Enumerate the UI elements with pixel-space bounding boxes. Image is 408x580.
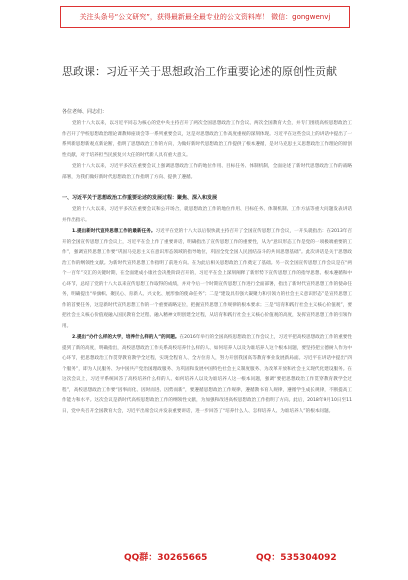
qq-number: QQ：535304092 bbox=[256, 553, 337, 563]
qq-group-number: QQ群：30265665 bbox=[124, 553, 208, 563]
intro-paragraph-2: 党的十八大以来，习近平多次在重要会议上强调思想政治工作的地位作用、目标任务、体制机制，全面论述了新时代思想政治工作的战略部署，为我们做好新时代思想政治工作指明了方向、提供了遵循。 bbox=[62, 164, 352, 180]
greeting: 各位老师、同志们： bbox=[62, 109, 108, 115]
point-2-lead: 2.提出“办什么样的大学，培养什么样的人”的问题。 bbox=[72, 335, 180, 340]
point-2-body: 在2016年举行的全国高校思想政治工作会议上，习近平把高校思想政治工作的重要性提到了新的高度，明确指出，高校思想政治工作关系高校培养什么样的人、如何培养人以及为谁培养人这个根本问题，要坚持把立德树人作为中心环节，把思想政治工作贯穿教育教学全过程，实现全程育人、全方位育人，努力开创我国高等教育事业发展新局面。习近平在讲话中提出“四个服务”，即为人民服务、为中国共产党治国理政服务、为巩固和发展中国特色社会主义制度服务、为改革开放和社会主义现代化建设服务。在这次会议上，习近平系统回答了高校培养什么样的人、如何培养人以及为谁培养人这一根本问题，强调“要把思想政治工作贯穿教育教学全过程”，高校思想政治工作要“因事而化、因时而进、因势而新”，要遵循思想政治工作规律，遵循教书育人规律，遵循学生成长规律，不断提高工作能力和水平。这次会议是新时代高校思想政治工作的纲领性文献，为加强和改进高校思想政治工作指明了方向。此后，2018年9月10日至11日，党中央召开全国教育大会，习近平出席会议并发表重要讲话，进一步回答了“培养什么人、怎样培养人、为谁培养人”的根本问题。 bbox=[62, 335, 352, 414]
point-1-lead: 1.提出新时代宣传思想工作的最新任务。 bbox=[72, 229, 156, 234]
point-1-body: 习近平在党的十八大以后很快就主持召开了全国宣传思想工作会议，一开头就指出：在2013年召开的全国宣传思想工作会议上，习近平在会上作了重要讲话，明确指出了宣传思想工作的重要性，从为“意识形态工作是党的一项极端重要的工作”，强调宣传思想工作要“巩固马克思主义在意识形态领域的指导地位，巩固全党全国人民团结奋斗的共同思想基础”。此次讲话是关于思想政治工作的纲领性文献。为新时代宣传思想工作指明了前进方向。在为此后相关思想政治工作奠定了基础。另一次全国宣传思想工作会议是在“两个一百年”交汇的关键时期，在全面建成小康社会决胜阶段召开的，习近平在会上深刻阐释了新形势下宣传思想工作的指导思想、根本遵循和中心环节，总结了党的十八大以来宣传思想工作取得的成绩，并对今后一个时期宣传思想工作进行全面部署，指出了新时代宣传思想工作的使命任务，明确提出“举旗帜、聚民心、育新人、兴文化、展形象的使命任务”；二是“建设具有强大凝聚力和引领力的社会主义意识形态”是宣传思想工作的首要任务，这是新时代宣传思想工作的一个重要战略定位，把握宣传思想工作规律的根本要求；三是“培育和践行社会主义核心价值观”，要把社会主义核心价值观融入国民教育全过程、融入精神文明创建全过程，从培育和践行社会主义核心价值观的高度，发挥宣传思想工作的引领作用。 bbox=[62, 229, 352, 329]
document-title: 思政课：习近平关于思想政治工作重要论述的原创性贡献 bbox=[62, 65, 337, 78]
point-1-paragraph bbox=[62, 227, 352, 332]
section-intro: 党的十八大以来，习近平多次在重要会议和公开场合，就思想政治工作的地位作用、目标任务、体制机制、工作方法等重大问题发表讲话并作出指示。 bbox=[62, 207, 352, 223]
intro-paragraph-1: 党的十八大以来，以习近平同志为核心的党中央主持召开了两次全国思想政治工作会议、两次全国教育大会，并专门围绕高校思想政治工作召开了学校思想政治理论课教师座谈会等一系列重要会议，这是对思想政治工作高度重视的深刻体现。习近平在这些会议上的讲话中提出了一系列新思想新观点新论断，指明了思想政治工作的方向，为做好新时代思想政治工作提供了根本遵循，是对马克思主义思想政治工作理论的原创性贡献，对于培养担当民族复兴大任的时代新人具有重大意义。 bbox=[62, 121, 352, 158]
footer-contact-bar bbox=[0, 548, 408, 568]
top-promo-banner: 关注头条号“公文研究”，获得最新最全最专业的公文资料库！ 微信：gongwenvj bbox=[60, 6, 350, 28]
document-page bbox=[62, 40, 352, 418]
section-heading-1: 一、习近平关于思想政治工作重要论述的发展过程：聚焦、深入和发展 bbox=[62, 195, 218, 201]
point-2-paragraph bbox=[62, 333, 352, 417]
